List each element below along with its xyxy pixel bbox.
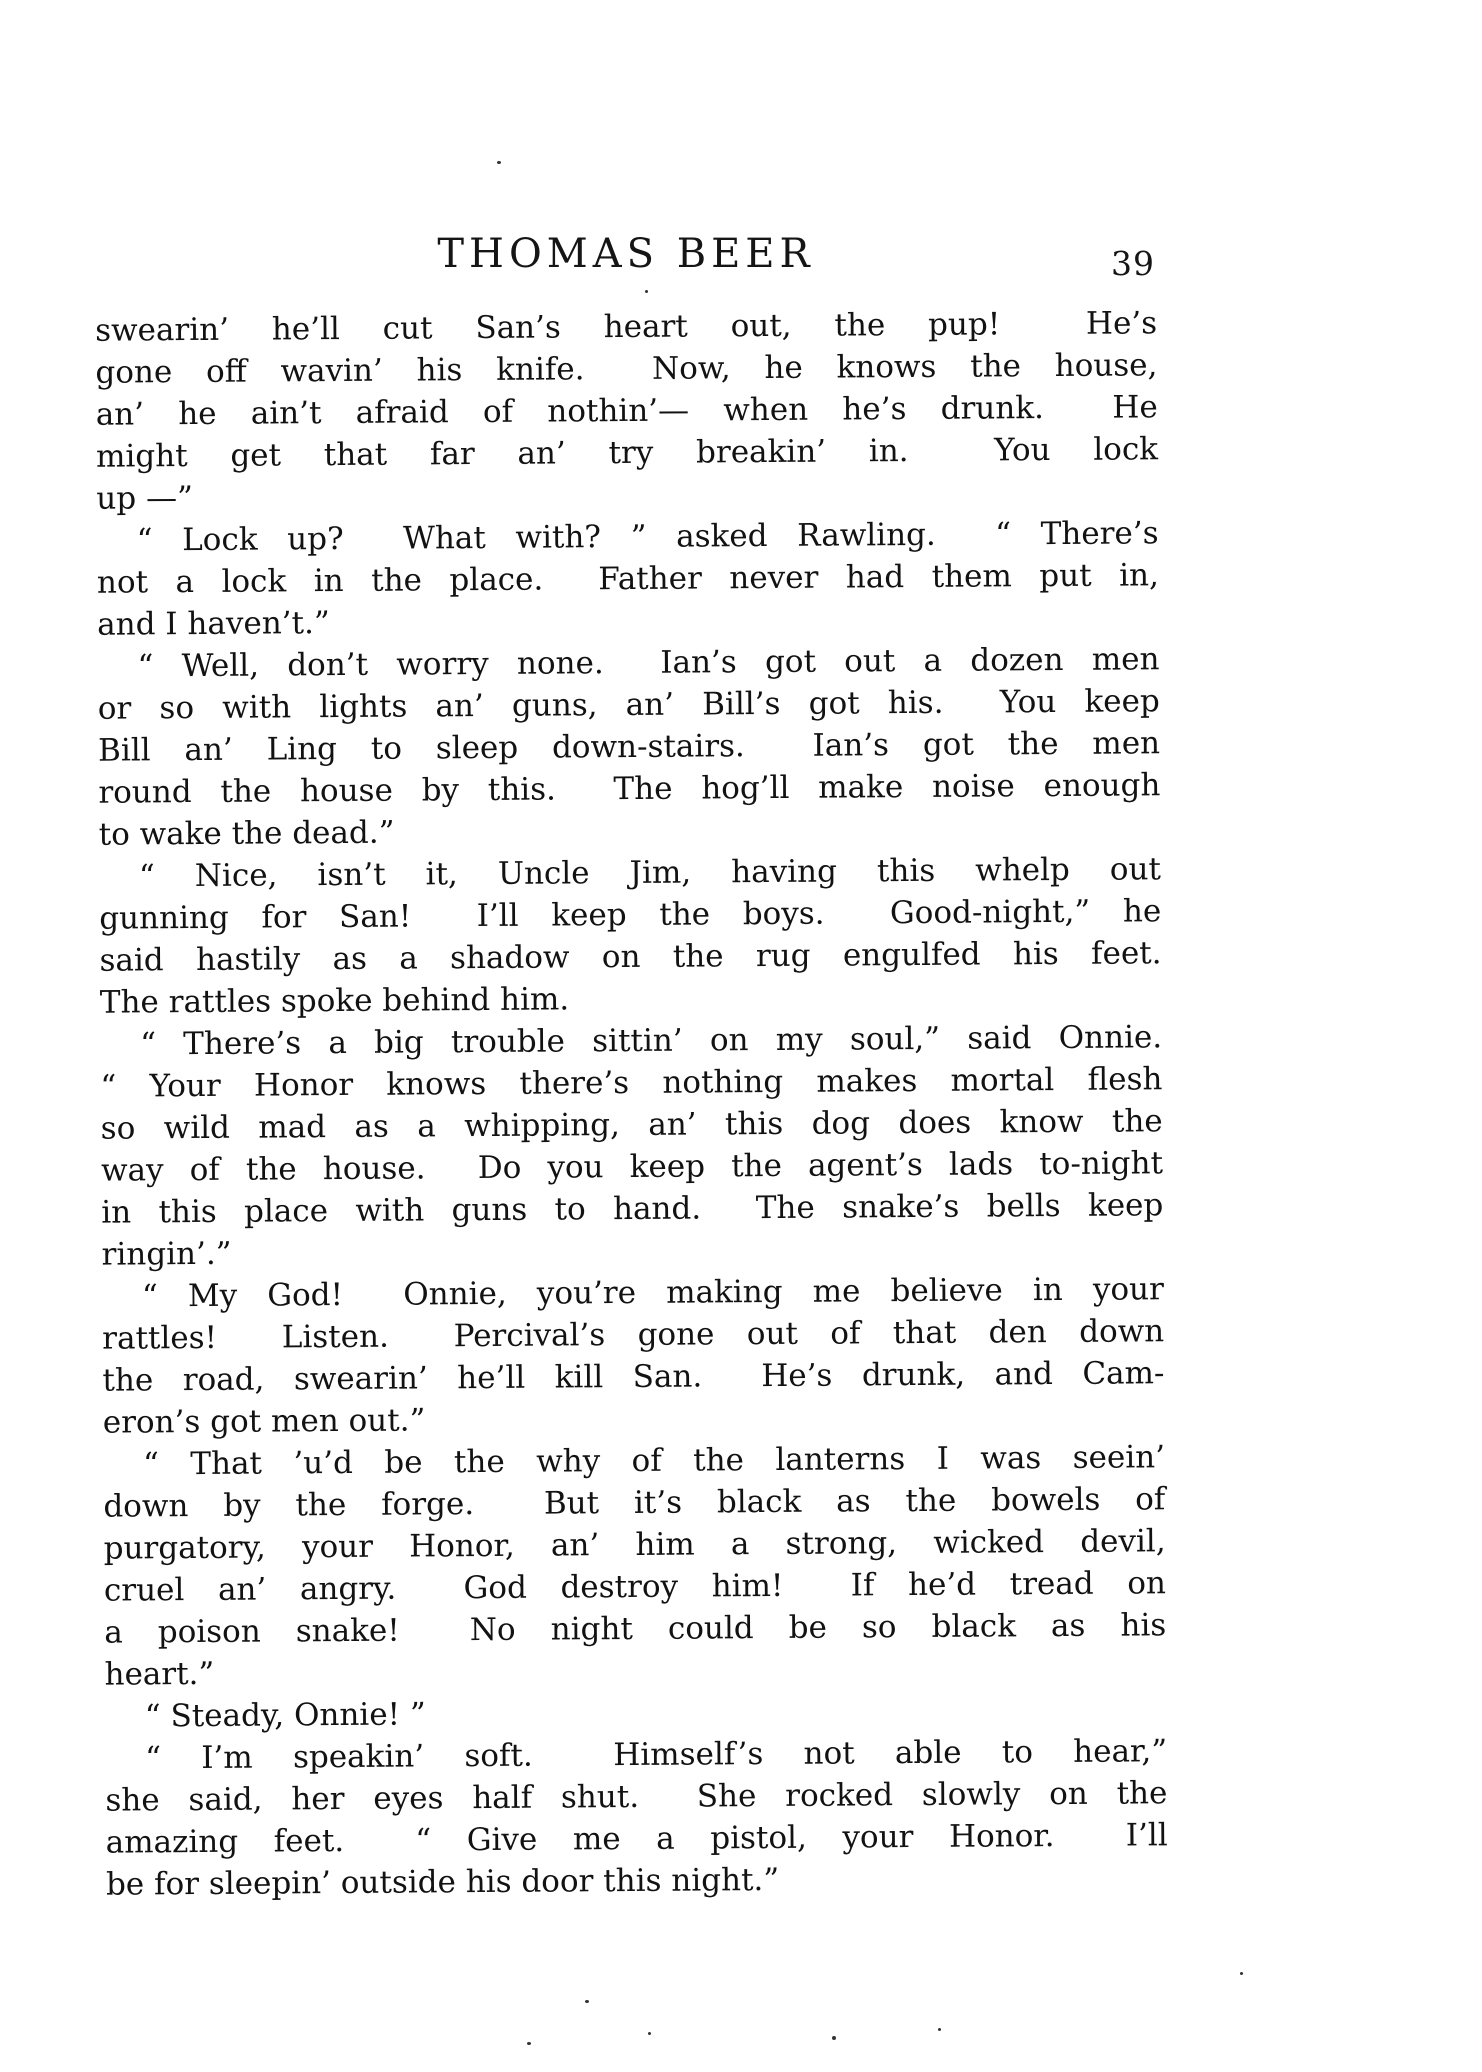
- paragraph: [95, 302, 1158, 519]
- text-line: down by the forge. But it’s black as the bowels of: [103, 1481, 1166, 1525]
- scan-speck: [938, 2028, 941, 2031]
- scan-speck: [527, 2042, 531, 2045]
- text-line: “ I’m speakin’ soft. Himself’s not able to hear,”: [145, 1733, 1168, 1777]
- paragraph: [100, 1016, 1164, 1275]
- page-title: THOMAS BEER: [437, 231, 815, 277]
- text-line: “ My God! Onnie, you’re making me believe in your: [141, 1271, 1165, 1315]
- text-line: an’ he ain’t afraid of nothin’— when he’s drunk. He: [95, 389, 1158, 433]
- text-line: not a lock in the place. Father never had them put in,: [96, 557, 1160, 601]
- paragraph: [103, 1436, 1167, 1695]
- paragraph: [105, 1730, 1168, 1905]
- text-line: ringin’.”: [101, 1235, 232, 1273]
- text-line: heart.”: [104, 1655, 215, 1693]
- text-line: “ There’s a big trouble sittin’ on my soul,” said Onnie.: [140, 1019, 1163, 1063]
- text-line: purgatory, your Honor, an’ him a strong, wicked devil,: [103, 1523, 1166, 1567]
- scan-speck: [497, 161, 501, 164]
- text-line: said hastily as a shadow on the rug engulfed his feet.: [99, 935, 1162, 979]
- text-line: or so with lights an’ guns, an’ Bill’s got his. You keep: [97, 683, 1160, 727]
- paragraph: [96, 512, 1159, 645]
- page-number: 39: [1111, 244, 1155, 283]
- text-line: round the house by this. The hog’ll make noise enough: [98, 767, 1161, 811]
- text-line: way of the house. Do you keep the agent’s lads to-night: [100, 1145, 1164, 1189]
- text-line: up —”: [96, 480, 193, 517]
- paragraph: [97, 638, 1160, 855]
- text-line: a poison snake! No night could be so black as his: [104, 1607, 1167, 1651]
- text-line: the road, swearin’ he’ll kill San. He’s drunk, and Cam-: [102, 1355, 1165, 1399]
- page-body: [95, 302, 1168, 1905]
- text-line: rattles! Listen. Percival’s gone out of that den down: [102, 1313, 1165, 1357]
- text-line: so wild mad as a whipping, an’ this dog does know the: [100, 1103, 1163, 1147]
- text-line: in this place with guns to hand. The snake’s bells keep: [101, 1187, 1164, 1231]
- text-line: and I haven’t.”: [97, 605, 330, 643]
- text-line: she said, her eyes half shut. She rocked slowly on the: [105, 1775, 1168, 1819]
- text-line: “ Your Honor knows there’s nothing makes mortal flesh: [100, 1061, 1163, 1105]
- scan-speck: [1240, 1972, 1243, 1975]
- scan-speck: [585, 2000, 589, 2003]
- scan-speck: [648, 2032, 651, 2035]
- text-line: The rattles spoke behind him.: [99, 981, 570, 1021]
- text-line: “ Well, don’t worry none. Ian’s got out a dozen men: [137, 641, 1160, 685]
- paragraph: [105, 1688, 1167, 1737]
- text-line: “ Lock up? What with? ” asked Rawling. “ There’s: [136, 515, 1159, 559]
- paragraph: [99, 848, 1162, 1023]
- paragraph: [102, 1268, 1165, 1443]
- scan-speck: [832, 2036, 836, 2040]
- text-line: eron’s got men out.”: [102, 1402, 426, 1441]
- text-line: “ Steady, Onnie! ”: [144, 1696, 426, 1735]
- text-line: gone off wavin’ his knife. Now, he knows the house,: [95, 347, 1158, 391]
- text-line: might get that far an’ try breakin’ in. You lock: [95, 431, 1159, 475]
- text-line: amazing feet. “ Give me a pistol, your Honor. I’ll: [105, 1817, 1168, 1861]
- page-header: [95, 231, 1157, 283]
- text-line: Bill an’ Ling to sleep down-stairs. Ian’s got the men: [97, 725, 1161, 769]
- text-line: be for sleepin’ outside his door this night.”: [105, 1861, 780, 1903]
- scan-speck: [645, 290, 648, 293]
- text-line: “ That ’u’d be the why of the lanterns I was seein’: [142, 1439, 1166, 1483]
- text-line: cruel an’ angry. God destroy him! If he’d tread on: [103, 1565, 1167, 1609]
- text-line: swearin’ he’ll cut San’s heart out, the pup! He’s: [95, 305, 1158, 349]
- text-line: gunning for San! I’ll keep the boys. Good-night,” he: [99, 893, 1162, 937]
- text-line: “ Nice, isn’t it, Uncle Jim, having this whelp out: [138, 851, 1162, 895]
- text-line: to wake the dead.”: [98, 814, 395, 853]
